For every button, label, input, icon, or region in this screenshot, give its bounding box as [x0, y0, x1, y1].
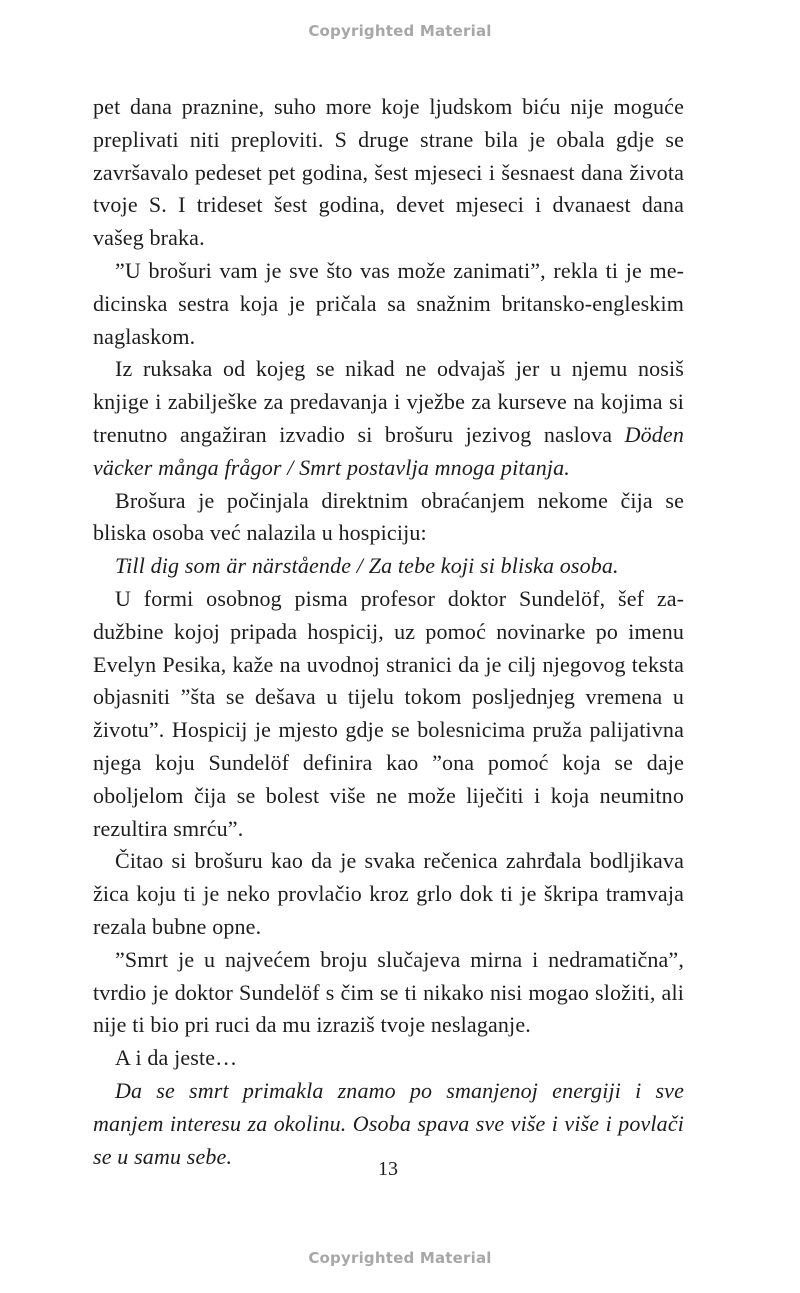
paragraph-4: Brošura je počinjala direktnim obraćanjem nekome čija se bliska osoba već nalazila u hospiciju:	[93, 487, 684, 546]
page-number: 13	[378, 1158, 398, 1180]
paragraph-3	[93, 353, 684, 484]
paragraph-2: ”U brošuri vam je sve što vas može zanimati”, rekla ti je medicinska sestra koja je pričala sa snažnim britansko-engleskim naglaskom.	[93, 257, 684, 349]
paragraph-5-quote: Till dig som är närstående / Za tebe koji si bliska osoba.	[115, 553, 619, 579]
copyright-watermark-bottom: Copyrighted Material	[308, 1249, 492, 1267]
paragraph-1: pet dana praznine, suho more koje ljudskom biću nije moguće preplivati niti preploviti. S druge strane bila je obala gdje se završavalo pedeset pet godina, šest mjeseci i šesnaest dana života tvoje S. I trideset šest godina, devet mjeseci i dvanaest dana vašeg braka.	[93, 94, 684, 251]
paragraph-3-text: Iz ruksaka od kojeg se nikad ne odvajaš jer u njemu nosiš knjige i zabilješke za predavanja i vježbe za kurseve na kojima si trenutno angažiran izvadio si brošuru jezivog naslova	[93, 356, 684, 447]
paragraph-9: A i da jeste…	[115, 1045, 238, 1071]
paragraph-8: ”Smrt je u najvećem broju slučajeva mirna i nedramatična”, tvrdio je doktor Sundelöf s čim se ti nikako nisi mogao složiti, ali nije ti bio pri ruci da mu izraziš tvoje neslaganje.	[93, 946, 684, 1038]
paragraph-10-quote: Da se smrt primakla znamo po smanjenoj energiji i sve manjem interesu za okolinu. Osoba spava sve više i više i povlači se u samu sebe.	[93, 1077, 684, 1169]
page-body	[93, 91, 684, 1173]
copyright-watermark-top: Copyrighted Material	[308, 22, 492, 40]
paragraph-7: Čitao si brošuru kao da je svaka rečenica zahrđala bodljikava žica koju ti je neko provlačio kroz grlo dok ti je škripa tramvaja rezala bubne opne.	[93, 848, 684, 939]
brochure-title: Döden väcker många frågor / Smrt postavlja mnoga pitanja.	[93, 421, 684, 480]
paragraph-6: U formi osobnog pisma profesor doktor Sundelöf, šef zadužbine kojoj pripada hospicij, uz pomoć novinarke po imenu Evelyn Pesika, kaže na uvodnoj stranici da je cilj njegovog teksta objasniti ”šta se dešava u tijelu tokom posljednjeg vremena u životu”. Hospicij je mjesto gdje se bolesnicima pruža palijativna njega koju Sundelöf definira kao ”ona pomoć koja se daje oboljelom čija se bolest više ne može liječiti i koja neumitno rezultira smrću”.	[93, 585, 684, 841]
